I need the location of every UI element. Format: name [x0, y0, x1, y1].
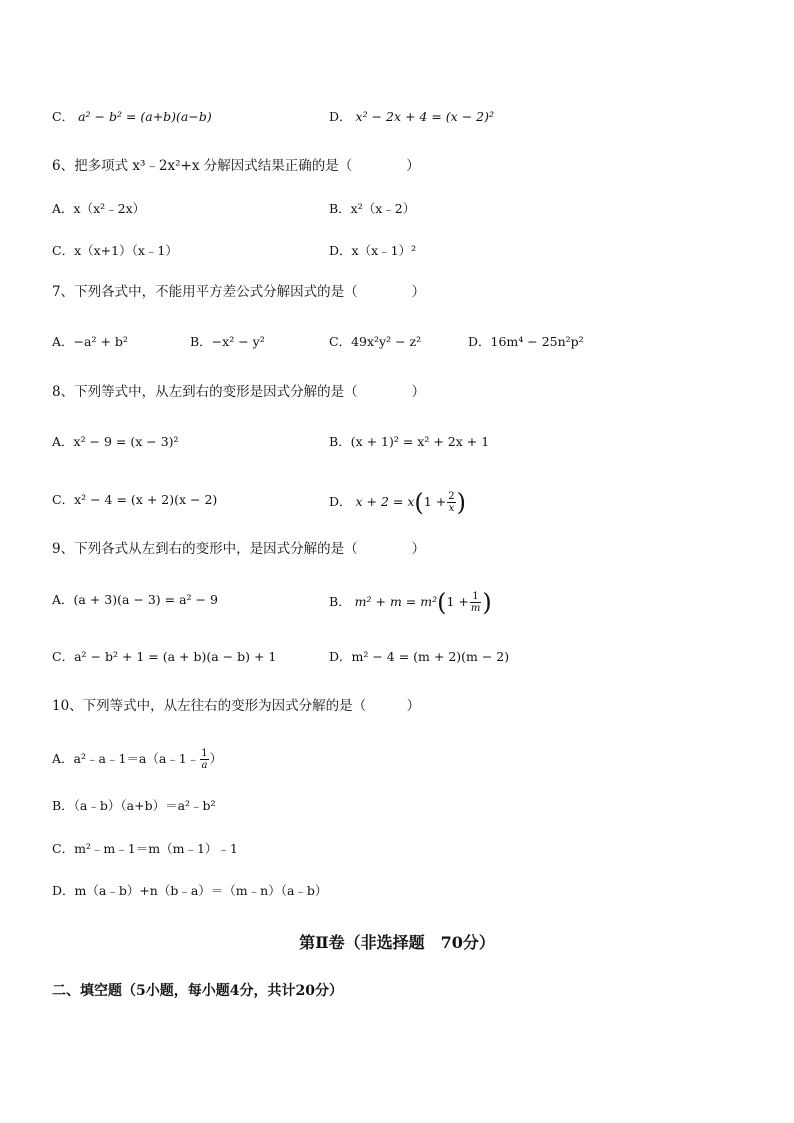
fraction-numerator: 1	[470, 591, 481, 603]
fraction-denominator: a	[201, 760, 208, 771]
q8-stem: 8、下列等式中，从左到右的变形是因式分解的是（ ）	[52, 384, 426, 400]
section-title: 第Ⅱ卷（非选择题 70分）	[299, 933, 495, 952]
left-paren: (	[414, 488, 424, 517]
q10-option-b: B．（a﹣b）（a+b）＝a²﹣b²	[52, 798, 216, 813]
q10-option-a-lead: A．a²﹣a﹣1＝a（a﹣1﹣	[52, 751, 200, 766]
q9-option-d: D．m² − 4 = (m + 2)(m − 2)	[329, 649, 510, 664]
q9-option-a: A．(a + 3)(a − 3) = a² − 9	[52, 592, 218, 607]
q9-stem: 9、下列各式从左到右的变形中，是因式分解的是（ ）	[52, 541, 426, 557]
q7-option-d: D．16m⁴ − 25n²p²	[468, 334, 584, 349]
fraction-denominator: x	[448, 503, 455, 514]
part-two-heading: 二、填空题（5小题，每小题4分，共计20分）	[52, 983, 343, 999]
q8-option-a: A．x² − 9 = (x − 3)²	[52, 434, 179, 449]
right-paren: )	[456, 488, 466, 517]
fraction-numerator: 2	[448, 491, 455, 502]
left-paren: (	[437, 588, 447, 617]
q6-option-c: C．x（x+1）（x﹣1）	[52, 243, 178, 258]
q8-option-d-label: D．	[329, 494, 352, 509]
q8-option-d	[329, 488, 466, 517]
q5-option-d-label: D．	[329, 109, 352, 124]
q8-option-d-lead: x + 2 = x	[355, 494, 415, 509]
q6-stem: 6、把多项式 x³﹣2x²+x 分解因式结果正确的是（ ）	[52, 158, 420, 174]
q5-option-d	[329, 108, 494, 126]
q10-option-d: D．m（a﹣b）+n（b﹣a）＝（m﹣n）（a﹣b）	[52, 883, 328, 898]
q8-option-b: B．(x + 1)² = x² + 2x + 1	[329, 434, 490, 449]
right-paren: )	[482, 588, 492, 617]
q5-option-c-math: a² − b² = (a+b)(a−b)	[78, 109, 212, 124]
q10-option-a-fraction	[200, 748, 208, 771]
q9-option-b	[329, 588, 492, 617]
q6-option-b: B．x²（x﹣2）	[329, 201, 416, 216]
q5-option-d-math: x² − 2x + 4 = (x − 2)²	[355, 109, 494, 124]
q9-option-b-lead: m² + m = m²	[354, 594, 438, 609]
q6-option-d: D．x（x﹣1）²	[329, 243, 417, 258]
q9-option-b-fraction	[470, 591, 481, 614]
q10-stem: 10、下列等式中，从左往右的变形为因式分解的是（ ）	[52, 698, 421, 714]
q10-option-c: C．m²﹣m﹣1＝m（m﹣1）﹣1	[52, 841, 238, 856]
q7-stem: 7、下列各式中，不能用平方差公式分解因式的是（ ）	[52, 284, 426, 300]
q9-option-b-one: 1 +	[446, 594, 469, 609]
q8-option-c: C．x² − 4 = (x + 2)(x − 2)	[52, 492, 218, 507]
q7-option-a: A．−a² + b²	[52, 334, 128, 349]
q9-option-b-label: B．	[329, 594, 351, 609]
q6-option-a: A．x（x²﹣2x）	[52, 201, 146, 216]
q7-option-c: C．49x²y² − z²	[329, 334, 422, 349]
fraction-denominator: m	[470, 603, 481, 614]
q5-option-c	[52, 108, 212, 126]
q8-option-d-fraction	[447, 491, 455, 514]
q5-option-c-label: C．	[52, 109, 75, 124]
q10-option-a	[52, 748, 222, 771]
q7-option-b: B．−x² − y²	[190, 334, 265, 349]
fraction-numerator: 1	[201, 748, 208, 759]
q10-option-a-tail: ）	[209, 751, 223, 766]
q9-option-c: C．a² − b² + 1 = (a + b)(a − b) + 1	[52, 649, 277, 664]
q8-option-d-one: 1 +	[423, 494, 447, 509]
